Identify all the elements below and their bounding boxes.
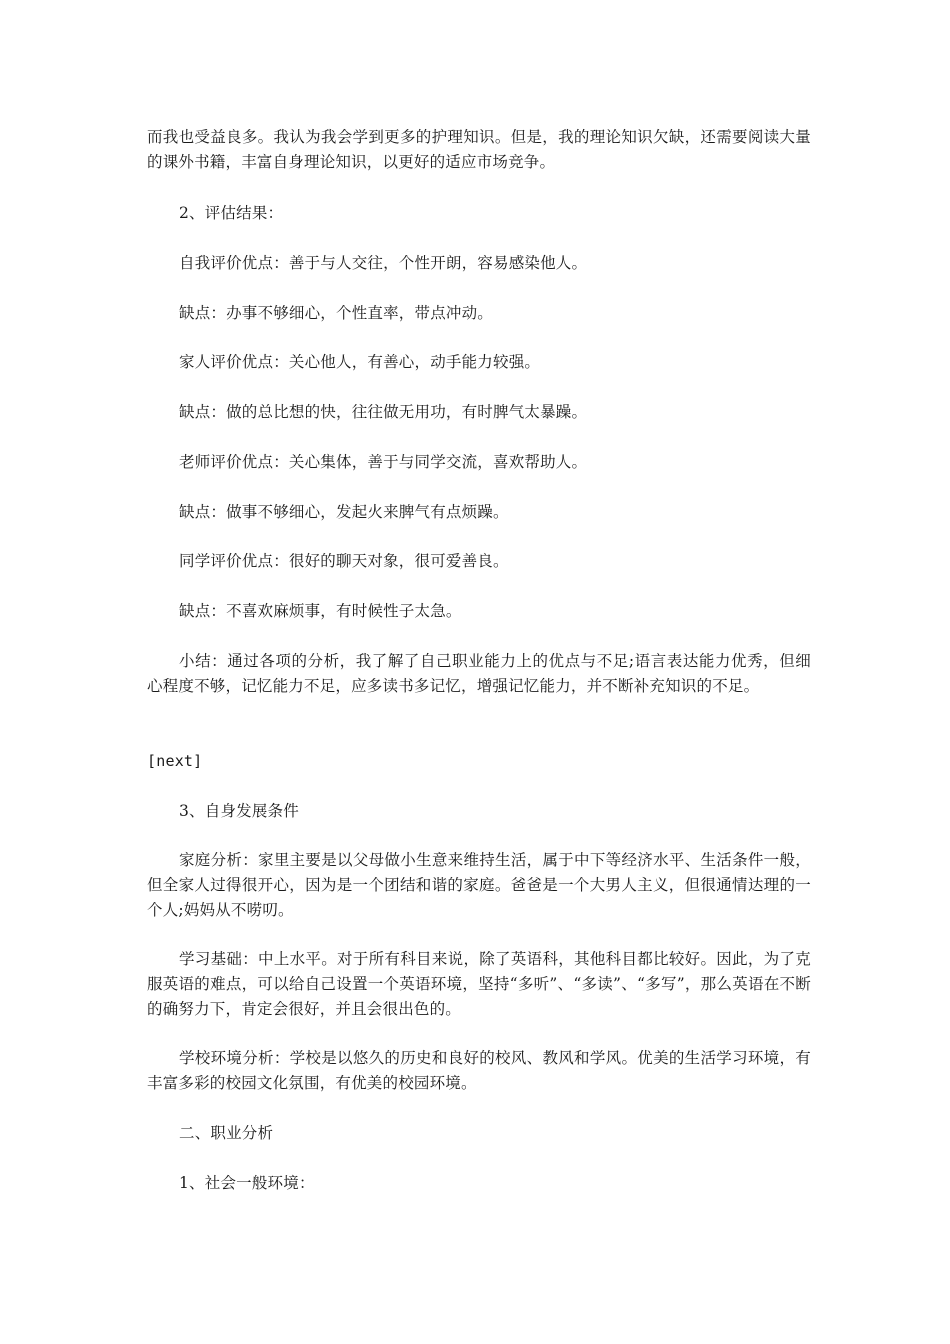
paragraph-study-foundation: 学习基础：中上水平。对于所有科目来说，除了英语科，其他科目都比较好。因此，为了克服英语的难点，可以给自己设置一个英语环境，坚持“多听”、“多读”、“多写”，那么英语在不断的确努力下，肯定会很好，并且会很出色的。 — [147, 950, 811, 1018]
paragraph-classmate-evaluation-strengths: 同学评价优点：很好的聊天对象，很可爱善良。 — [179, 552, 509, 570]
paragraph-self-evaluation-strengths: 自我评价优点：善于与人交往，个性开朗，容易感染他人。 — [179, 254, 588, 272]
section-heading-career-analysis: 二、职业分析 — [179, 1124, 274, 1142]
paragraph-school-environment: 学校环境分析：学校是以悠久的历史和良好的校风、教风和学风。优美的生活学习环境，有丰富多彩的校园文化氛围，有优美的校园环境。 — [147, 1049, 811, 1092]
paragraph-continuation: 而我也受益良多。我认为我会学到更多的护理知识。但是，我的理论知识欠缺，还需要阅读大量的课外书籍，丰富自身理论知识，以更好的适应市场竞争。 — [147, 128, 811, 171]
paragraph-teacher-evaluation-strengths: 老师评价优点：关心集体，善于与同学交流，喜欢帮助人。 — [179, 453, 588, 471]
section-heading-development-conditions: 3、自身发展条件 — [179, 802, 299, 820]
section-heading-evaluation-results: 2、评估结果： — [179, 204, 284, 222]
paragraph-self-evaluation-weaknesses: 缺点：办事不够细心，个性直率，带点冲动。 — [179, 304, 494, 322]
page-break-marker: [next] — [147, 752, 203, 770]
paragraph-summary: 小结：通过各项的分析，我了解了自己职业能力上的优点与不足;语言表达能力优秀，但细心程度不够，记忆能力不足，应多读书多记忆，增强记忆能力，并不断补充知识的不足。 — [147, 652, 811, 695]
paragraph-teacher-evaluation-weaknesses: 缺点：做事不够细心，发起火来脾气有点烦躁。 — [179, 503, 509, 521]
paragraph-classmate-evaluation-weaknesses: 缺点：不喜欢麻烦事，有时候性子太急。 — [179, 602, 462, 620]
section-heading-social-environment: 1、社会一般环境： — [179, 1174, 315, 1192]
paragraph-family-analysis: 家庭分析：家里主要是以父母做小生意来维持生活，属于中下等经济水平、生活条件一般，但全家人过得很开心，因为是一个团结和谐的家庭。爸爸是一个大男人主义，但很通情达理的一个人;妈妈从不唠叨。 — [147, 851, 811, 919]
paragraph-family-evaluation-weaknesses: 缺点：做的总比想的快，往往做无用功，有时脾气太暴躁。 — [179, 403, 588, 421]
paragraph-family-evaluation-strengths: 家人评价优点：关心他人，有善心，动手能力较强。 — [179, 353, 541, 371]
